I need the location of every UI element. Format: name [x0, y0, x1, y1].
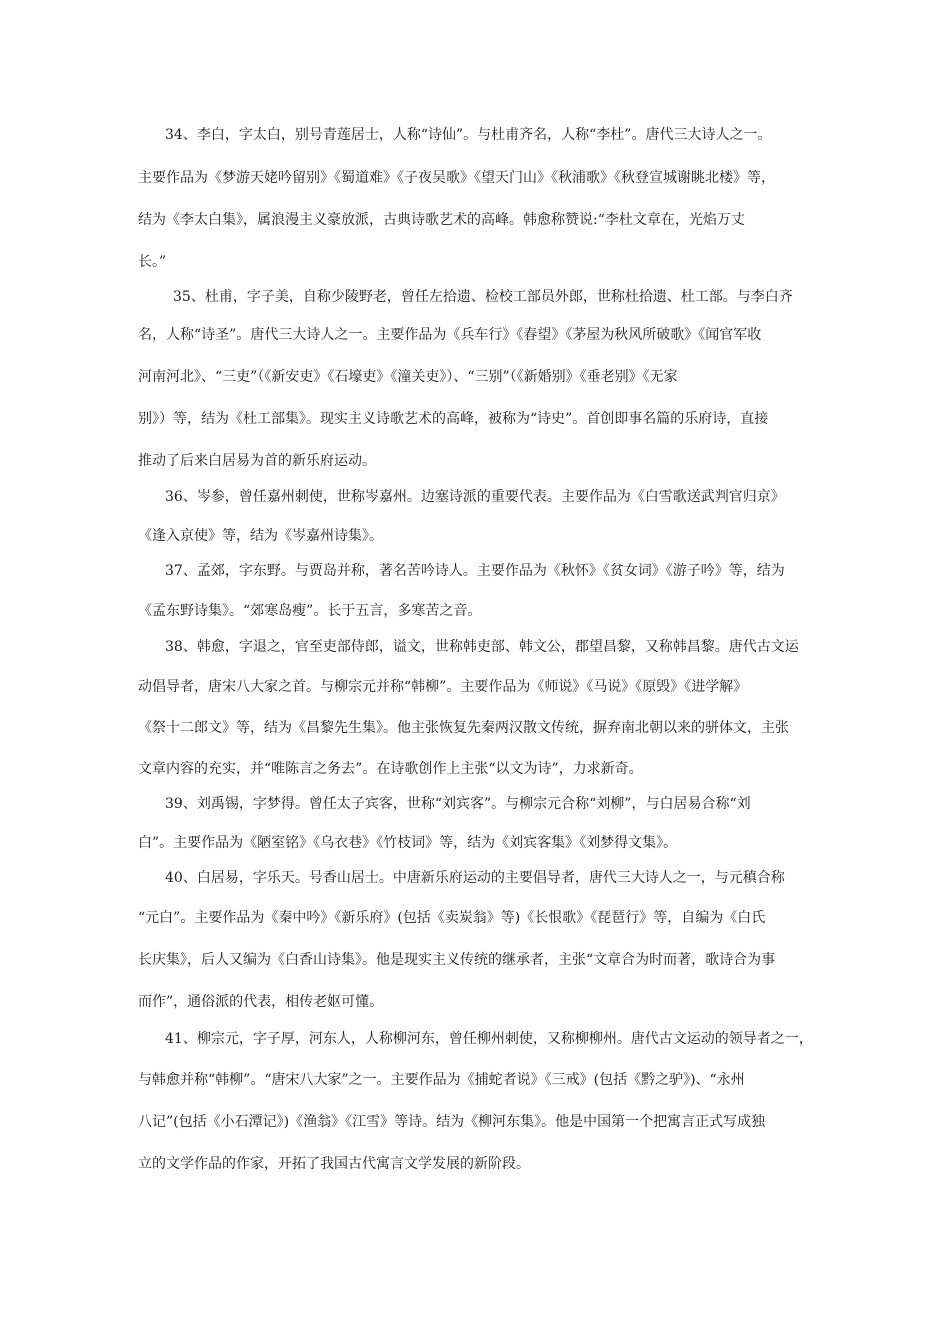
text-line: 《孟东野诗集》。“郊寒岛瘦”。长于五言，多寒苦之音。: [138, 603, 482, 619]
text-line: 长。”: [138, 254, 167, 270]
text-line: 39、刘禹锡，字梦得。曾任太子宾客，世称“刘宾客”。与柳宗元合称“刘柳”，与白居易合称“刘: [165, 796, 751, 812]
text-line: 40、白居易，字乐天。号香山居士。中唐新乐府运动的主要倡导者，唐代三大诗人之一，与元稹合称: [165, 870, 785, 886]
text-line: 文章内容的充实，并“唯陈言之务去”。在诗歌创作上主张“以文为诗”，力求新奇。: [138, 761, 643, 777]
text-line: 河南河北》、“三吏”（《新安吏》《石壕吏》《潼关吏》）、“三别”（《新婚别》《垂老别》《无家: [138, 369, 678, 385]
text-line: 长庆集》，后人又编为《白香山诗集》。他是现实主义传统的继承者，主张“文章合为时而著，歌诗合为事: [138, 952, 776, 968]
text-line: 38、韩愈，字退之，官至吏部侍郎，谥文，世称韩吏部、韩文公，郡望昌黎，又称韩昌黎。唐代古文运: [165, 639, 799, 655]
text-line: 37、孟郊，字东野。与贾岛并称，著名苦吟诗人。主要作品为《秋怀》《贫女词》《游子吟》等，结为: [165, 563, 785, 579]
text-line: 推动了后来白居易为首的新乐府运动。: [138, 453, 376, 469]
text-line: 名，人称“诗圣”。唐代三大诗人之一。主要作品为《兵车行》《春望》《茅屋为秋风所破歌》《闻官军收: [138, 327, 762, 343]
text-line: 立的文学作品的作家，开拓了我国古代寓言文学发展的新阶段。: [138, 1156, 530, 1172]
text-line: 36、岑参，曾任嘉州刺使，世称岑嘉州。边塞诗派的重要代表。主要作品为《白雪歌送武判官归京》: [165, 489, 785, 505]
text-line: 41、柳宗元，字子厚，河东人，人称柳河东，曾任柳州刺使，又称柳柳州。唐代古文运动的领导者之一，: [165, 1031, 813, 1047]
text-line: 《逢入京使》等，结为《岑嘉州诗集》。: [138, 528, 383, 544]
text-line: 《祭十二郎文》等，结为《昌黎先生集》。他主张恢复先秦两汉散文传统，摒弃南北朝以来的骈体文，主张: [138, 720, 789, 736]
text-line: 结为《李太白集》，属浪漫主义豪放派，古典诗歌艺术的高峰。韩愈称赞说:“李杜文章在，光焰万丈: [138, 212, 745, 228]
text-line: 白”。主要作品为《陋室铭》《乌衣巷》《竹枝词》等，结为《刘宾客集》《刘梦得文集》。: [138, 835, 678, 851]
text-line: 八记”(包括《小石潭记》)《渔翁》《江雪》等诗。结为《柳河东集》。他是中国第一个把寓言正式写成独: [138, 1114, 766, 1130]
text-line: 34、李白，字太白，别号青莲居士，人称“诗仙”。与杜甫齐名，人称“李杜”。唐代三大诗人之一。: [165, 127, 772, 143]
text-line: 主要作品为《梦游天姥吟留别》《蜀道难》《子夜吴歌》《望天门山》《秋浦歌》《秋登宣城谢眺北楼》等，: [138, 170, 775, 186]
text-line: “元白”。主要作品为《秦中吟》《新乐府》(包括《卖炭翁》等)《长恨歌》《琵琶行》等，自编为《白氏: [138, 910, 766, 926]
text-line: 而作”，通俗派的代表，相传老妪可懂。: [138, 994, 384, 1010]
text-line: 35、杜甫，字子美，自称少陵野老，曾任左拾遗、检校工部员外郎，世称杜拾遗、杜工部。与李白齐: [173, 289, 793, 305]
text-line: 别》）等，结为《杜工部集》。现实主义诗歌艺术的高峰，被称为“诗史”。首创即事名篇的乐府诗，直接: [138, 411, 769, 427]
text-line: 动倡导者，唐宋八大家之首。与柳宗元并称“韩柳”。主要作品为《师说》《马说》《原毁》《进学解》: [138, 679, 748, 695]
text-line: 与韩愈并称“韩柳”。“唐宋八大家”之一。主要作品为《捕蛇者说》《三戒》(包括《黔之驴》)、“永州: [138, 1072, 745, 1088]
